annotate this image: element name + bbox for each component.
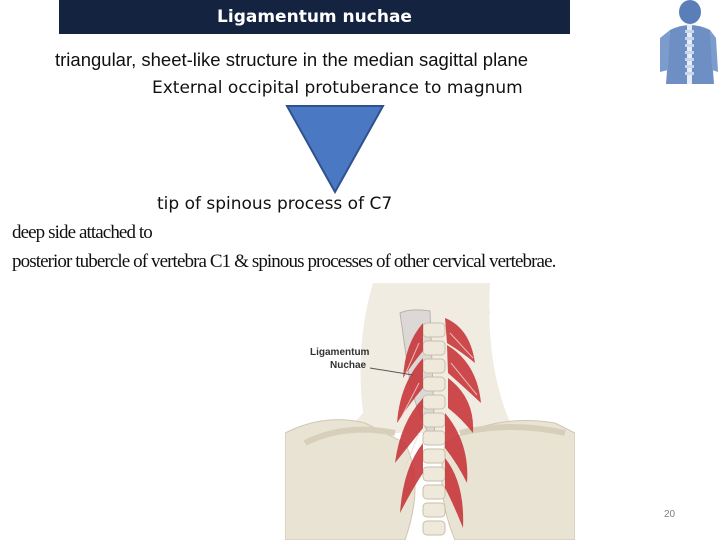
slide-title: Ligamentum nuchae xyxy=(59,0,570,34)
top-attachment-text: External occipital protuberance to magnum xyxy=(152,78,523,98)
triangle-shape xyxy=(285,104,385,194)
bottom-attachment-text: tip of spinous process of C7 xyxy=(157,194,393,214)
spine-illustration xyxy=(656,0,720,84)
deep-side-heading: deep side attached to xyxy=(12,222,152,243)
page-number: 20 xyxy=(664,509,676,520)
neck-anatomy-illustration xyxy=(285,283,575,540)
figure-label-nuchae: Nuchae xyxy=(330,360,367,371)
deep-side-detail: posterior tubercle of vertebra C1 & spinous processes of other cervical vertebrae. xyxy=(12,251,556,272)
figure-label-ligamentum: Ligamentum xyxy=(310,347,370,358)
description-text: triangular, sheet-like structure in the median sagittal plane xyxy=(55,49,529,70)
